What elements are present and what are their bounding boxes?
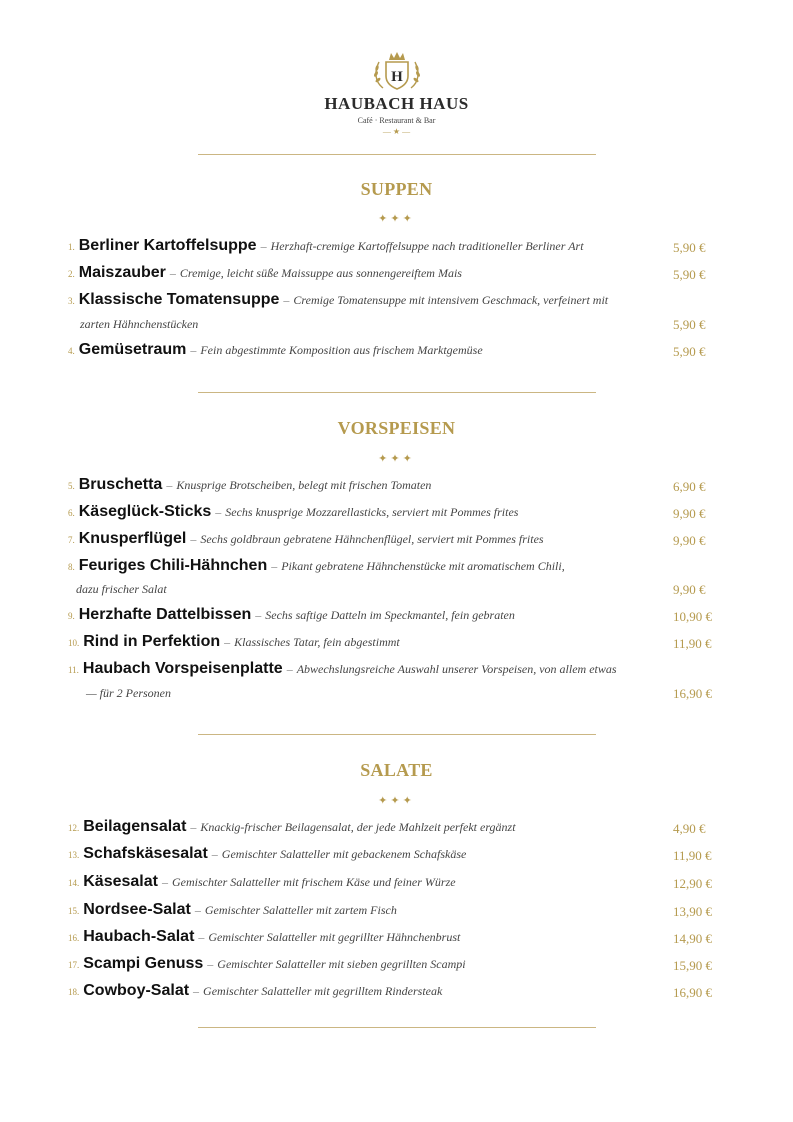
menu-item: 3. Klassische Tomatensuppe – Cremige Tomatensuppe mit intensivem Geschmack, verfeinert mit bbox=[68, 291, 609, 308]
dish-price: 6,90 € bbox=[673, 479, 706, 494]
dish-name: Käsesalat bbox=[83, 873, 158, 890]
dish-name: Klassische Tomatensuppe bbox=[78, 291, 280, 308]
menu-item: 7. Knusperflügel – Sechs goldbraun gebratene Hähnchenflügel, serviert mit Pommes frites bbox=[68, 530, 544, 547]
dish-name: Schafskäsesalat bbox=[83, 845, 208, 862]
dish-description: Sechs knusprige Mozzarellasticks, serviert mit Pommes frites bbox=[225, 505, 519, 519]
dish-price: 11,90 € bbox=[673, 636, 712, 651]
dish-price: 10,90 € bbox=[673, 609, 712, 624]
monogram: H bbox=[390, 69, 403, 85]
dish-name: Beilagensalat bbox=[83, 818, 187, 835]
dish-description: Pikant gebratene Hähnchenstücke mit aromatischem Chili, bbox=[281, 559, 565, 573]
dish-description: Fein abgestimmte Komposition aus frischem Marktgemüse bbox=[200, 343, 483, 357]
menu-item: 16. Haubach-Salat – Gemischter Salatteller mit gegrillter Hähnchenbrust bbox=[68, 928, 461, 945]
logo bbox=[0, 50, 793, 136]
dish-price: 16,90 € bbox=[673, 686, 712, 701]
menu-item: 17. Scampi Genuss – Gemischter Salatteller mit sieben gegrillten Scampi bbox=[68, 955, 466, 972]
dish-price: 9,90 € bbox=[673, 506, 706, 521]
divider bbox=[198, 734, 596, 735]
dish-name: Nordsee-Salat bbox=[83, 901, 191, 918]
menu-item: 12. Beilagensalat – Knackig-frischer Beilagensalat, der jede Mahlzeit perfekt ergänzt bbox=[68, 818, 516, 835]
dish-name: Feuriges Chili-Hähnchen bbox=[78, 557, 268, 574]
dish-name: Rind in Perfektion bbox=[83, 633, 221, 650]
dish-description: Sechs saftige Datteln im Speckmantel, fein gebraten bbox=[265, 608, 515, 622]
menu-item: 10. Rind in Perfektion – Klassisches Tatar, fein abgestimmt bbox=[68, 633, 400, 650]
dish-name: Haubach Vorspeisenplatte bbox=[82, 660, 283, 677]
dish-description-continued: zarten Hähnchenstücken bbox=[80, 317, 199, 331]
section-stars: ✦✦✦ bbox=[378, 453, 415, 465]
dish-description: Klassisches Tatar, fein abgestimmt bbox=[234, 635, 400, 649]
dish-description: Gemischter Salatteller mit zartem Fisch bbox=[204, 903, 397, 917]
dish-name: Berliner Kartoffelsuppe bbox=[78, 237, 257, 254]
dish-price: 13,90 € bbox=[673, 904, 712, 919]
dish-description: Knackig-frischer Beilagensalat, der jede Mahlzeit perfekt ergänzt bbox=[200, 820, 516, 834]
section-title-suppen: SUPPEN bbox=[360, 179, 433, 199]
divider bbox=[198, 392, 596, 393]
brand-subtitle: Café · Restaurant & Bar bbox=[357, 116, 436, 125]
dish-price: 5,90 € bbox=[673, 317, 706, 332]
dish-description: Gemischter Salatteller mit gegrillter Hähnchenbrust bbox=[208, 930, 461, 944]
dish-price: 5,90 € bbox=[673, 344, 706, 359]
dish-price: 11,90 € bbox=[673, 848, 712, 863]
dish-description-continued: dazu frischer Salat bbox=[76, 582, 167, 596]
section-title-salate: SALATE bbox=[360, 760, 433, 780]
menu-item: 4. Gemüsetraum – Fein abgestimmte Komposition aus frischem Marktgemüse bbox=[68, 341, 483, 358]
dish-description: Knusprige Brotscheiben, belegt mit frischen Tomaten bbox=[176, 478, 432, 492]
dish-price: 5,90 € bbox=[673, 267, 706, 282]
dish-name: Knusperflügel bbox=[78, 530, 187, 547]
menu-item: 9. Herzhafte Dattelbissen – Sechs saftige Datteln im Speckmantel, fein gebraten bbox=[68, 606, 515, 623]
dish-name: Gemüsetraum bbox=[78, 341, 187, 358]
dish-description: Cremige, leicht süße Maissuppe aus sonnengereiftem Mais bbox=[179, 266, 462, 280]
dish-price: 12,90 € bbox=[673, 876, 712, 891]
menu-item: 6. Käseglück-Sticks – Sechs knusprige Mozzarellasticks, serviert mit Pommes frites bbox=[68, 503, 519, 520]
menu-item: 2. Maiszauber – Cremige, leicht süße Maissuppe aus sonnengereiftem Mais bbox=[68, 264, 462, 281]
menu-item: 13. Schafskäsesalat – Gemischter Salatteller mit gebackenem Schafskäse bbox=[68, 845, 467, 862]
crest-icon bbox=[369, 50, 425, 92]
dish-name: Käseglück-Sticks bbox=[78, 503, 212, 520]
dish-name: Maiszauber bbox=[78, 264, 166, 281]
dish-description: Sechs goldbraun gebratene Hähnchenflügel, serviert mit Pommes frites bbox=[200, 532, 544, 546]
menu-item: 18. Cowboy-Salat – Gemischter Salatteller mit gegrilltem Rindersteak bbox=[68, 982, 443, 999]
dish-price: 14,90 € bbox=[673, 931, 712, 946]
dish-name: Herzhafte Dattelbissen bbox=[78, 606, 252, 623]
dish-name: Haubach-Salat bbox=[83, 928, 195, 945]
dish-description-continued: — für 2 Personen bbox=[86, 686, 171, 700]
menu-item: 5. Bruschetta – Knusprige Brotscheiben, belegt mit frischen Tomaten bbox=[68, 476, 432, 493]
dish-name: Scampi Genuss bbox=[83, 955, 204, 972]
brand-star: — ★ — bbox=[382, 127, 411, 136]
menu-item: 1. Berliner Kartoffelsuppe – Herzhaft-cremige Kartoffelsuppe nach traditioneller Berliner Art bbox=[68, 237, 584, 254]
dish-price: 15,90 € bbox=[673, 958, 712, 973]
dish-name: Cowboy-Salat bbox=[83, 982, 190, 999]
dish-price: 4,90 € bbox=[673, 821, 706, 836]
dish-description: Gemischter Salatteller mit gegrilltem Rindersteak bbox=[203, 984, 443, 998]
dish-description: Gemischter Salatteller mit sieben gegrillten Scampi bbox=[217, 957, 466, 971]
dish-description: Abwechslungsreiche Auswahl unserer Vorspeisen, von allem etwas bbox=[296, 662, 617, 676]
dish-price: 16,90 € bbox=[673, 985, 712, 1000]
divider bbox=[198, 1027, 596, 1028]
dish-name: Bruschetta bbox=[78, 476, 163, 493]
section-title-vorspeisen: VORSPEISEN bbox=[337, 418, 456, 438]
dish-price: 9,90 € bbox=[673, 582, 706, 597]
divider bbox=[198, 154, 596, 155]
dish-description: Gemischter Salatteller mit frischem Käse und feiner Würze bbox=[171, 875, 456, 889]
dish-price: 5,90 € bbox=[673, 240, 706, 255]
dish-description: Cremige Tomatensuppe mit intensivem Geschmack, verfeinert mit bbox=[293, 293, 609, 307]
section-stars: ✦✦✦ bbox=[378, 213, 415, 225]
menu-item: 15. Nordsee-Salat – Gemischter Salatteller mit zartem Fisch bbox=[68, 901, 397, 918]
brand-name: HAUBACH HAUS bbox=[324, 94, 469, 113]
menu-item: 11. Haubach Vorspeisenplatte – Abwechslungsreiche Auswahl unserer Vorspeisen, von allem etwas bbox=[68, 660, 617, 677]
menu-item: 8. Feuriges Chili-Hähnchen – Pikant gebratene Hähnchenstücke mit aromatischem Chili, bbox=[68, 557, 565, 574]
menu-item: 14. Käsesalat – Gemischter Salatteller mit frischem Käse und feiner Würze bbox=[68, 873, 456, 890]
section-stars: ✦✦✦ bbox=[378, 795, 415, 807]
dish-description: Herzhaft-cremige Kartoffelsuppe nach traditioneller Berliner Art bbox=[270, 239, 584, 253]
dish-price: 9,90 € bbox=[673, 533, 706, 548]
dish-description: Gemischter Salatteller mit gebackenem Schafskäse bbox=[221, 847, 467, 861]
